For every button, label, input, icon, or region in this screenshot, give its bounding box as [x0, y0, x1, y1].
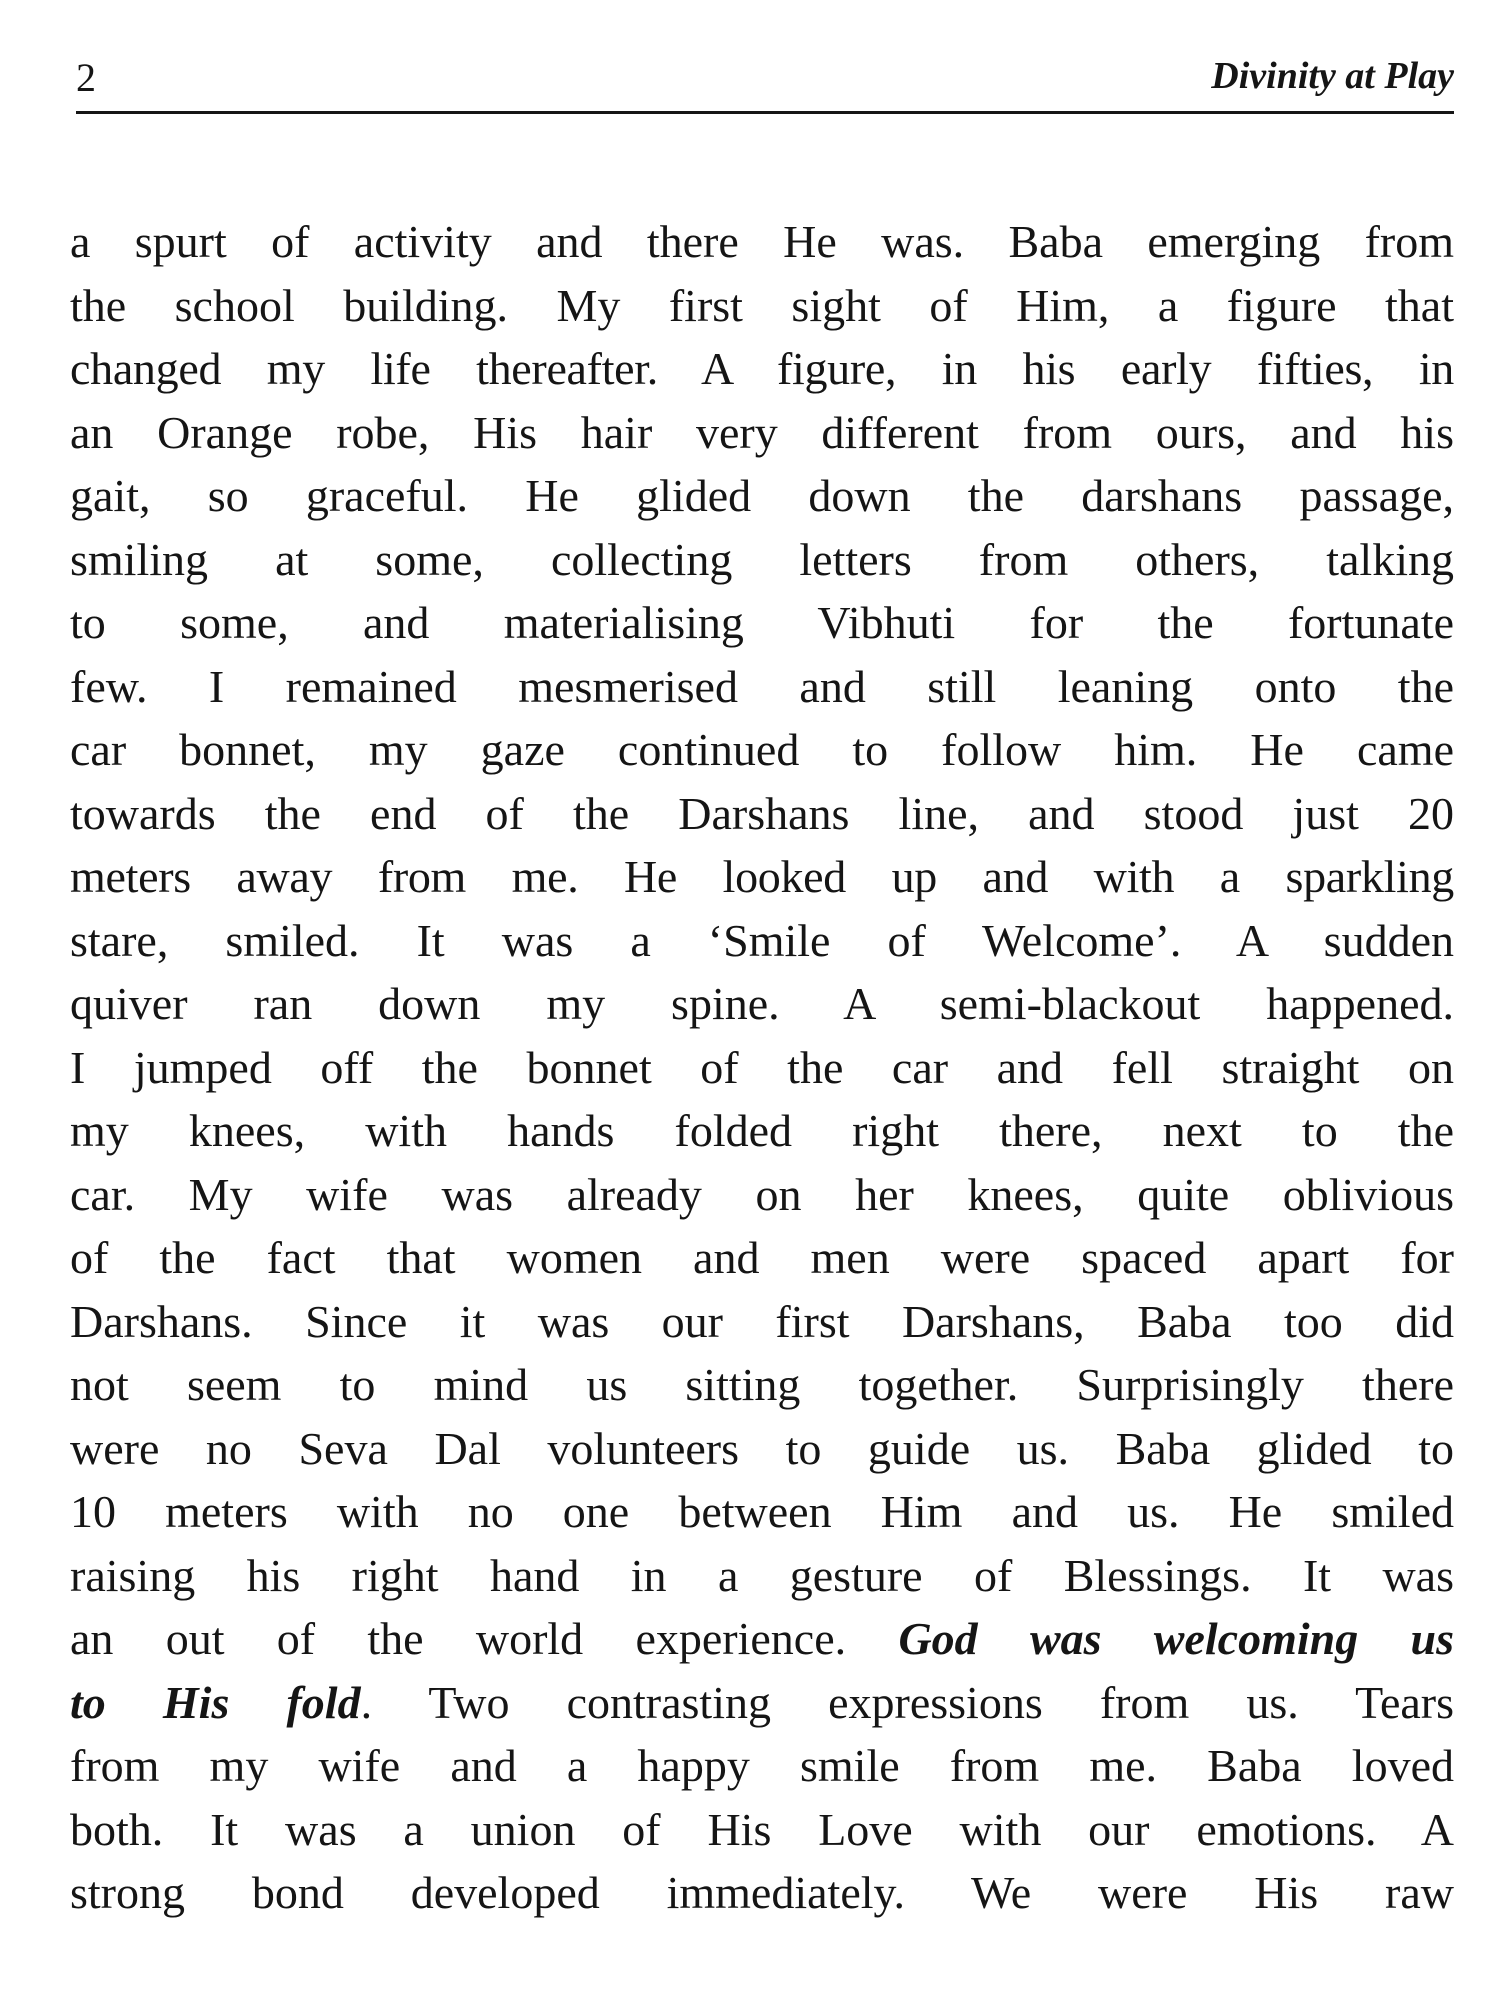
text-line: Darshans. Since it was our first Darshans, Baba too did	[70, 1295, 1454, 1347]
emphasized-phrase: God was welcoming us	[898, 1613, 1455, 1664]
line-text: . Two contrasting expressions from us. Tears	[360, 1676, 1455, 1728]
text-line: a spurt of activity and there He was. Baba emerging from	[70, 216, 1454, 267]
text-line: to some, and materialising Vibhuti for the fortunate	[70, 597, 1454, 648]
text-line: gait, so graceful. He glided down the darshans passage,	[70, 470, 1454, 521]
text-line: strong bond developed immediately. We were His raw	[70, 1867, 1454, 1918]
text-line: few. I remained mesmerised and still leaning onto the	[70, 660, 1454, 712]
text-line: from my wife and a happy smile from me. Baba loved	[70, 1740, 1454, 1791]
text-line: quiver ran down my spine. A semi-blackout happened.	[70, 978, 1454, 1029]
text-line-mixed	[70, 1607, 1454, 1671]
text-line: car. My wife was already on her knees, quite oblivious	[70, 1168, 1454, 1220]
text-line: raising his right hand in a gesture of Blessings. It was	[70, 1549, 1454, 1601]
text-line: an Orange robe, His hair very different from ours, and his	[70, 406, 1454, 458]
text-line: the school building. My first sight of Him, a figure that	[70, 279, 1454, 331]
text-line: stare, smiled. It was a ‘Smile of Welcome’. A sudden	[70, 914, 1454, 966]
text-line: of the fact that women and men were spaced apart for	[70, 1232, 1454, 1283]
body-text	[70, 210, 1454, 1925]
header-rule	[76, 111, 1454, 114]
text-line-mixed	[70, 1671, 1454, 1735]
text-line: my knees, with hands folded right there, next to the	[70, 1105, 1454, 1156]
text-line: changed my life thereafter. A figure, in his early fifties, in	[70, 343, 1454, 394]
text-line: towards the end of the Darshans line, and stood just 20	[70, 787, 1454, 839]
text-line: both. It was a union of His Love with our emotions. A	[70, 1803, 1454, 1855]
text-line: were no Seva Dal volunteers to guide us. Baba glided to	[70, 1422, 1454, 1474]
text-line: I jumped off the bonnet of the car and fell straight on	[70, 1041, 1454, 1093]
text-line: not seem to mind us sitting together. Surprisingly there	[70, 1359, 1454, 1410]
text-line: 10 meters with no one between Him and us. He smiled	[70, 1486, 1454, 1537]
text-line: car bonnet, my gaze continued to follow him. He came	[70, 724, 1454, 775]
running-head	[76, 48, 1454, 108]
book-title: Divinity at Play	[1211, 55, 1454, 97]
page-number: 2	[76, 55, 96, 100]
text-line: meters away from me. He looked up and with a sparkling	[70, 851, 1454, 902]
text-line: smiling at some, collecting letters from others, talking	[70, 533, 1454, 585]
emphasized-phrase: to His fold	[70, 1676, 361, 1728]
line-text: an out of the world experience.	[70, 1613, 847, 1664]
